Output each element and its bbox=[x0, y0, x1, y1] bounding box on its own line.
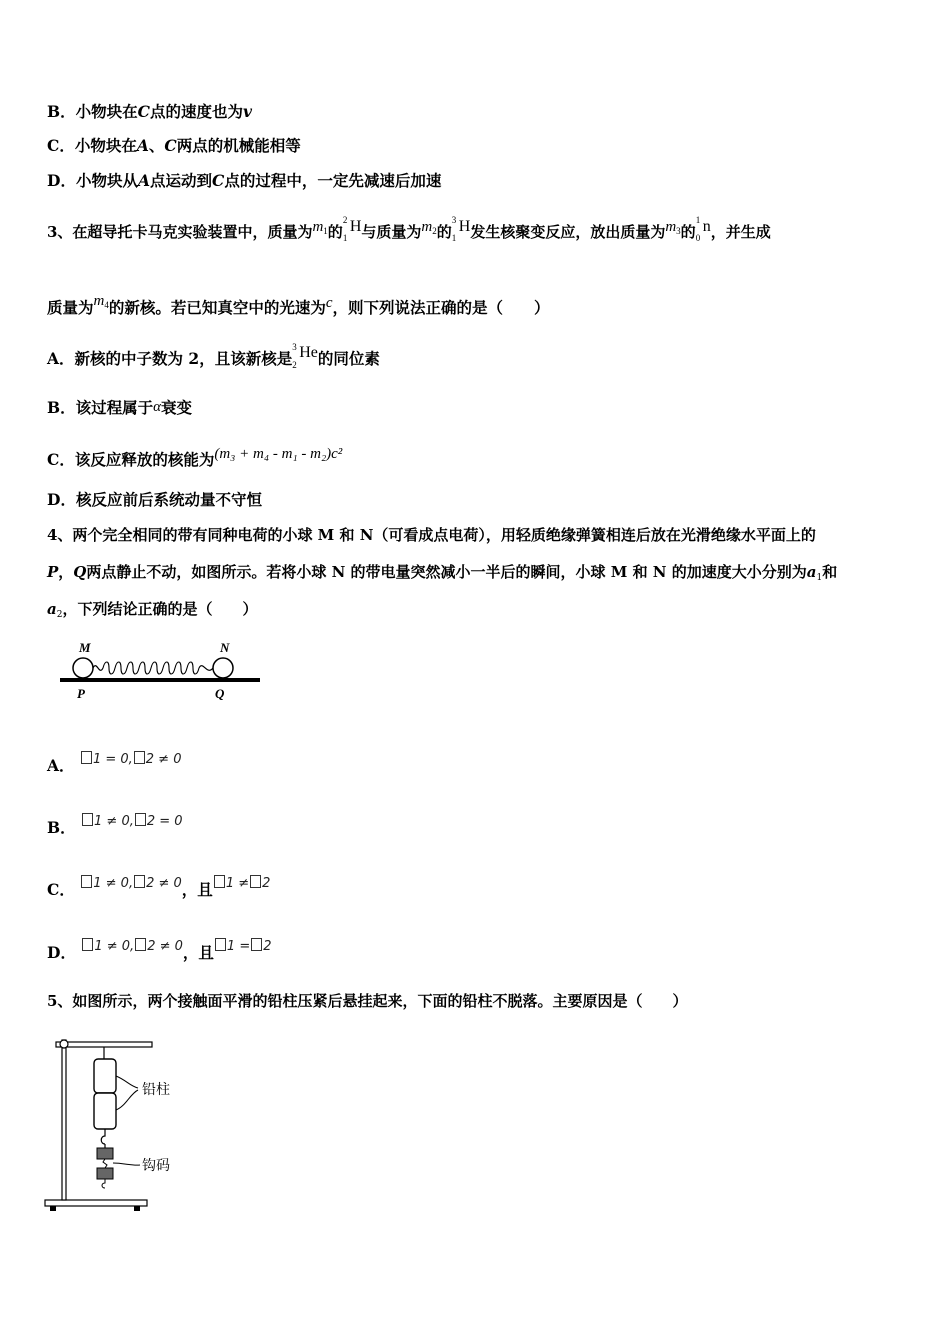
weight-lower bbox=[97, 1168, 113, 1179]
q4-stem-line1: 4、两个完全相同的带有同种电荷的小球 M 和 N（可看成点电荷），用轻质绝缘弹簧相连后放在光滑绝缘水平面上的 bbox=[47, 526, 816, 544]
q4-option-b: B． $^{1 \ne 0, 2 = 0}$ bbox=[47, 814, 183, 837]
q4-option-c: C． $^{1 \ne 0, 2 \ne 0}$，且 $^{1 \ne 2}$ bbox=[47, 876, 271, 899]
isotope-h2: 2 1 H bbox=[342, 215, 362, 243]
ball-n bbox=[213, 658, 233, 678]
stand-arm bbox=[56, 1042, 152, 1047]
ball-m bbox=[73, 658, 93, 678]
stand-base bbox=[45, 1200, 147, 1206]
q3-option-b: B．该过程属于α衰变 bbox=[47, 398, 193, 417]
q3-option-d: D．核反应前后系统动量不守恒 bbox=[47, 490, 262, 509]
lead-cylinder-lower bbox=[94, 1093, 116, 1129]
q2-option-b: B．小物块在C点的速度也为v bbox=[47, 102, 252, 121]
q4-stem-line2: P，Q两点静止不动，如图所示。若将小球 N 的带电量突然减小一半后的瞬间，小球 M 和 N 的加速度大小分别为$a_1$和 bbox=[47, 563, 838, 583]
spring bbox=[103, 662, 199, 674]
stand-pole bbox=[62, 1040, 66, 1200]
q2-option-d: D．小物块从A点运动到C点的过程中，一定先减速后加速 bbox=[47, 171, 442, 190]
q4-stem-line3: $a_2$，下列结论正确的是（ ） bbox=[47, 600, 258, 620]
isotope-h3: 3 1 H bbox=[451, 215, 471, 243]
isotope-he3: 3 2 He bbox=[292, 342, 318, 370]
q3-stem-line1: 3、在超导托卡马克实验装置中，质量为$m_1$的 2 1 H与质量为$m_2$的 3 1 H发生核聚变反应，放出质量为$m_3$的 1 0 n，并生成 bbox=[47, 215, 771, 243]
isotope-neutron: 1 0 n bbox=[695, 215, 711, 243]
q5-stem: 5、如图所示，两个接触面平滑的铅柱压紧后悬挂起来，下面的铅柱不脱落。主要原因是（ ） bbox=[47, 992, 688, 1010]
q3-option-c: C．该反应释放的核能为(m₃ + m₄ - m₁ - m₂)c² bbox=[47, 446, 343, 469]
q4-option-d: D． $^{1 \ne 0, 2 \ne 0}$，且 $^{1 = 2}$ bbox=[47, 939, 272, 962]
q3-stem-line2: 质量为$m_4$的新核。若已知真空中的光速为c，则下列说法正确的是（ ） bbox=[47, 293, 550, 317]
label-weight: 钩码 bbox=[142, 1158, 170, 1174]
figure-label-n: N bbox=[220, 640, 230, 655]
lead-cylinder-upper bbox=[94, 1059, 116, 1093]
figure-label-q: Q bbox=[215, 686, 225, 701]
ground-surface bbox=[60, 678, 260, 682]
figure-label-p: P bbox=[77, 686, 85, 701]
label-lead: 铅柱 bbox=[142, 1082, 170, 1098]
q4-option-a: A． $^{1 = 0, 2 \ne 0}$ bbox=[47, 752, 182, 775]
spring-balls-figure bbox=[55, 638, 275, 703]
q3-option-a: A．新核的中子数为 2，且该新核是 3 2 He的同位素 bbox=[47, 342, 380, 370]
weight-upper bbox=[97, 1148, 113, 1159]
figure-label-m: M bbox=[79, 640, 91, 655]
lead-cylinder-figure bbox=[42, 1030, 202, 1215]
q2-option-c: C．小物块在A、C两点的机械能相等 bbox=[47, 136, 301, 155]
